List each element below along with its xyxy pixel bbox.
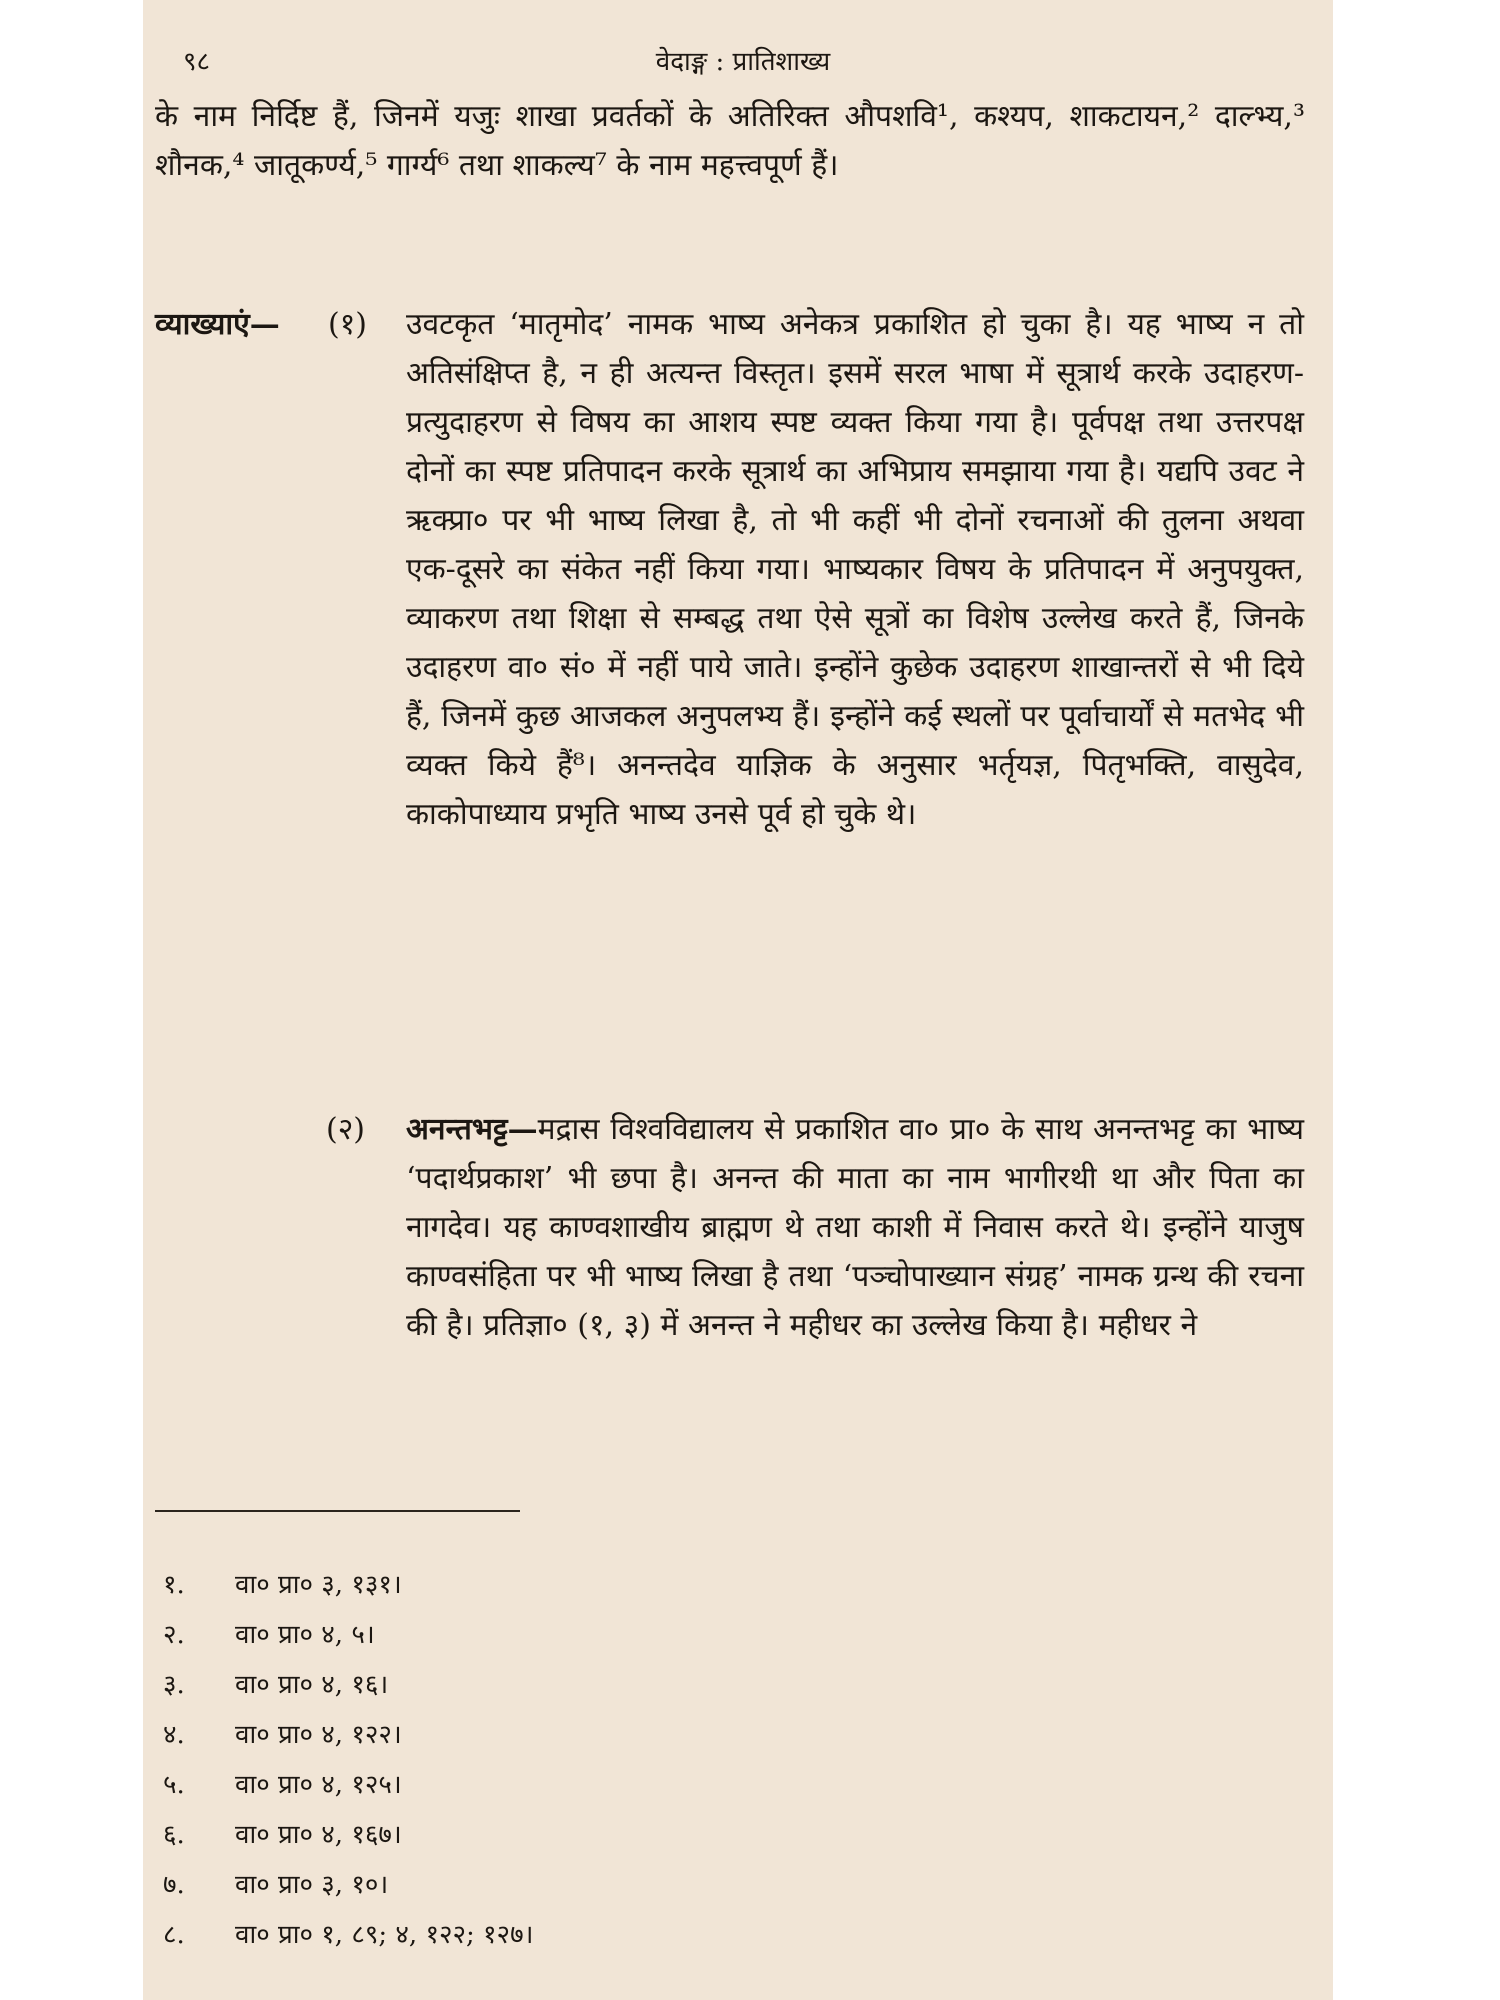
footnotes-list bbox=[163, 1560, 863, 1960]
footnote bbox=[163, 1760, 863, 1810]
commentary-number: (२) bbox=[326, 1112, 366, 1147]
footnote-divider bbox=[155, 1510, 520, 1512]
footnote-number: २. bbox=[163, 1620, 185, 1650]
running-head: वेदाङ्ग : प्रातिशाख्य bbox=[655, 47, 831, 77]
footnote-text: वा० प्रा० ४, १६। bbox=[235, 1670, 389, 1700]
footnote-number: ४. bbox=[163, 1720, 185, 1750]
page-number: ९८ bbox=[183, 47, 211, 77]
footnote-text: वा० प्रा० १, ८९; ४, १२२; १२७। bbox=[235, 1920, 534, 1950]
footnote-number: ३. bbox=[163, 1670, 185, 1700]
commentaries-label: व्याख्याएं— bbox=[155, 307, 280, 342]
footnote bbox=[163, 1560, 863, 1610]
commentary-text: उवटकृत ‘मातृमोद’ नामक भाष्य अनेकत्र प्रकाशित हो चुका है। यह भाष्य न तो अतिसंक्षिप्त है, न ही अत्यन्त विस्तृत। इसमें सरल भाषा में सूत्रार्थ करके उदाहरण-प्रत्युदाहरण से विषय का आशय स्पष्ट व्यक्त किया गया है। पूर्वपक्ष तथा उत्तरपक्ष दोनों का स्पष्ट प्रतिपादन करके सूत्रार्थ का अभिप्राय समझाया गया है। यद्यपि उवट ने ऋक्प्रा० पर भी भाष्य लिखा है, तो भी कहीं भी दोनों रचनाओं की तुलना अथवा एक-दूसरे का संकेत नहीं किया गया। भाष्यकार विषय के प्रतिपादन में अनुपयुक्त, व्याकरण तथा शिक्षा से सम्बद्ध तथा ऐसे सूत्रों का विशेष उल्लेख करते हैं, जिनके उदाहरण वा० सं० में नहीं पाये जाते। इन्होंने कुछेक उदाहरण शाखान्तरों से भी दिये हैं, जिनमें कुछ आजकल अनुपलभ्य हैं। इन्होंने कई स्थलों पर पूर्वाचार्यों से मतभेद भी व्यक्त किये हैं⁸। अनन्तदेव याज्ञिक के अनुसार भर्तृयज्ञ, पितृभक्ति, वासुदेव, काकोपाध्याय प्रभृति भाष्य उनसे पूर्व हो चुके थे। bbox=[406, 307, 1304, 832]
commentary-paragraph bbox=[406, 300, 1304, 839]
footnote bbox=[163, 1910, 863, 1960]
commentary-paragraph bbox=[406, 1105, 1304, 1350]
footnote bbox=[163, 1660, 863, 1710]
footnote-number: ५. bbox=[163, 1770, 185, 1800]
footnote-text: वा० प्रा० ४, ५। bbox=[235, 1620, 375, 1650]
footnote-text: वा० प्रा० ३, १३१। bbox=[235, 1570, 402, 1600]
footnote-number: १. bbox=[163, 1570, 185, 1600]
footnote bbox=[163, 1610, 863, 1660]
footnote-text: वा० प्रा० ३, १०। bbox=[235, 1870, 389, 1900]
footnote bbox=[163, 1710, 863, 1760]
footnote bbox=[163, 1860, 863, 1910]
footnote-number: ६. bbox=[163, 1820, 185, 1850]
footnote-text: वा० प्रा० ४, १६७। bbox=[235, 1820, 402, 1850]
commentary-number: (१) bbox=[328, 307, 368, 342]
footnote bbox=[163, 1810, 863, 1860]
intro-paragraph: के नाम निर्दिष्ट हैं, जिनमें यजुः शाखा प्रवर्तकों के अतिरिक्त औपशवि¹, कश्यप, शाकटायन,² दाल्भ्य,³ शौनक,⁴ जातूकर्ण्य,⁵ गार्ग्य⁶ तथा शाकल्य⁷ के नाम महत्त्वपूर्ण हैं। bbox=[155, 99, 1305, 183]
footnote-number: ७. bbox=[163, 1870, 185, 1900]
footnote-number: ८. bbox=[163, 1920, 185, 1950]
commentary-lead: अनन्तभट्ट— bbox=[406, 1112, 538, 1147]
commentary-text: मद्रास विश्वविद्यालय से प्रकाशित वा० प्रा० के साथ अनन्तभट्ट का भाष्य ‘पदार्थप्रकाश’ भी छपा है। अनन्त की माता का नाम भागीरथी था और पिता का नागदेव। यह काण्वशाखीय ब्राह्मण थे तथा काशी में निवास करते थे। इन्होंने याजुष काण्वसंहिता पर भी भाष्य लिखा है तथा ‘पञ्चोपाख्यान संग्रह’ नामक ग्रन्थ की रचना की है। प्रतिज्ञा० (१, ३) में अनन्त ने महीधर का उल्लेख किया है। महीधर ने bbox=[406, 1112, 1304, 1343]
footnote-text: वा० प्रा० ४, १२५। bbox=[235, 1770, 402, 1800]
book-page bbox=[143, 0, 1333, 2000]
footnote-text: वा० प्रा० ४, १२२। bbox=[235, 1720, 402, 1750]
page-header bbox=[183, 42, 1303, 82]
